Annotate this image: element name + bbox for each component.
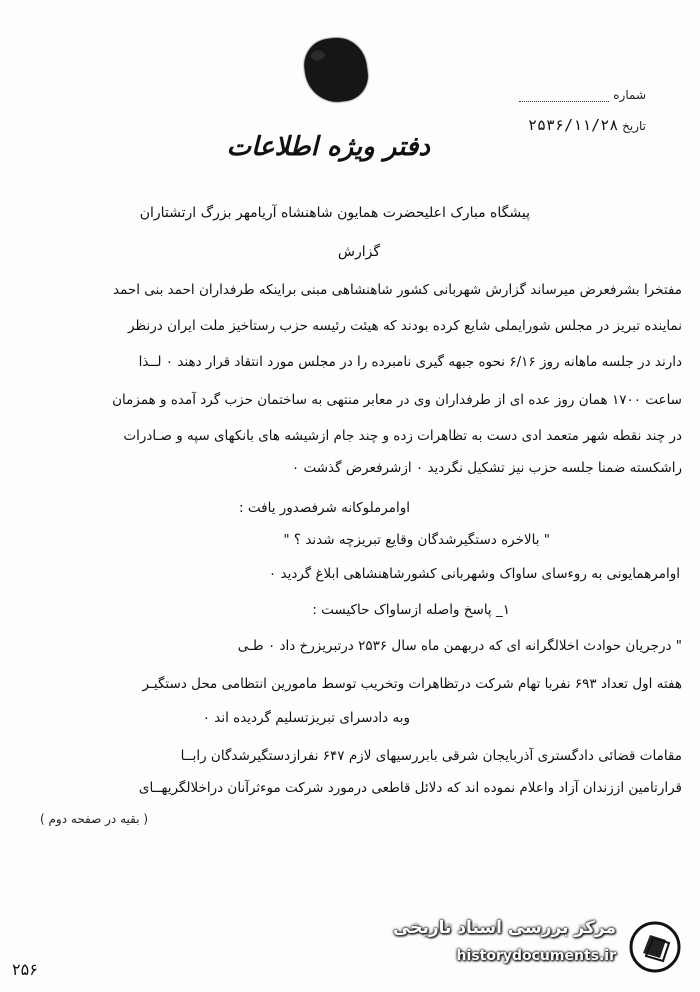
body-line-4: ساعت ۱۷۰۰ همان روز عده ای از طرفداران وی در معابر منتهی به ساختمان حزب گرد آمده و همزمان xyxy=(112,392,682,408)
date-value: ۲۵۳۶/۱۱/۲۸ xyxy=(527,116,619,134)
date-label: تاریخ xyxy=(622,119,646,133)
document-emblem-icon xyxy=(628,920,682,974)
body-line-6: راشکسته ضمنا جلسه حزب نیز تشکیل نگردید ۰ ازشرفعرض گذشت ۰ xyxy=(291,460,682,476)
number-label: شماره xyxy=(613,88,646,102)
response-line-4: مقامات قضائی دادگستری آذربایجان شرقی بابررسیهای لازم ۶۴۷ نفرازدستگیرشدگان رابــا xyxy=(180,748,682,764)
continued-note: ( بقیه در صفحه دوم ) xyxy=(40,812,149,826)
body-line-1: مفتخرا بشرفعرض میرساند گزارش شهربانی کشور شاهنشاهی مبنی براینکه طرفداران احمد بنی احمد xyxy=(113,282,682,298)
page-number: ۲۵۶ xyxy=(12,960,38,979)
body-line-5: در چند نقطه شهر متعمد ادی دست به تظاهرات زده و چند جام ازشیشه های بانکهای سپه و صـادرات xyxy=(123,428,682,444)
report-heading: گزارش xyxy=(337,244,380,260)
logo-url: historydocuments.ir xyxy=(456,948,616,964)
royal-order-intro: اوامرملوکانه شرفصدور یافت : xyxy=(239,500,410,516)
response-line-1: " درجریان حوادث اخلالگرانه ای که دربهمن ماه سال ۲۵۳۶ درتبریزرخ داد ۰ طـی xyxy=(237,638,682,654)
body-line-3: دارند در جلسه ماهانه روز ۶/۱۶ نحوه جبهه گیری نامبرده را در مجلس مورد انتقاد قرار دهند ۰ لــذا xyxy=(138,354,682,370)
response-line-3: وبه دادسرای تبریزتسلیم گردیده اند ۰ xyxy=(202,710,410,726)
logo-org-title: مرکز بررسی اسناد تاریخی xyxy=(393,918,616,938)
response-line-2: هفته اول تعداد ۶۹۳ نفربا تهام شرکت درتظاهرات وتخریب توسط مامورین انتظامی محل دستگیـر xyxy=(142,676,682,692)
number-line xyxy=(519,91,609,102)
response-heading: ۱_ پاسخ واصله ازساواک حاکیست : xyxy=(312,602,510,618)
date-field xyxy=(528,116,646,134)
number-field xyxy=(519,88,646,102)
body-line-2: نماینده تبریز در مجلس شورایملی شایع کرده بودند که هیئت رئیسه حزب رستاخیز ملت ایران درنظر xyxy=(127,318,682,334)
office-title: دفتر ویژه اطلاعات xyxy=(226,132,430,162)
royal-order-quote: " بالاخره دستگیرشدگان وقایع تبریزچه شدند ؟ " xyxy=(283,532,550,548)
watermark-logo xyxy=(393,914,686,980)
royal-order-notice: اوامرهمایونی به روءسای ساواک وشهربانی کشورشاهنشاهی ابلاغ گردید ۰ xyxy=(268,566,680,582)
addressee-line: پیشگاه مبارک اعلیحضرت همایون شاهنشاه آریامهر بزرگ ارتشتاران xyxy=(139,205,530,221)
ink-seal-stamp xyxy=(301,34,371,106)
response-line-5: قرارتامین اززندان آزاد واعلام نموده اند که دلائل قاطعی درمورد شرکت موءثرآنان دراخلالگریهــای xyxy=(138,780,682,796)
